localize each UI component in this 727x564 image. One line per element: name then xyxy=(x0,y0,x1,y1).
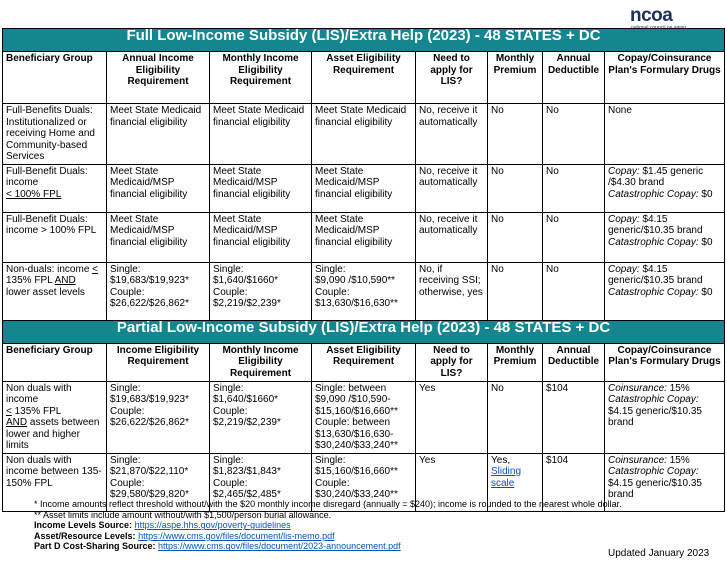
line: $19,683/$19,923* xyxy=(110,275,189,286)
line: Single: xyxy=(213,382,244,394)
line: $26,622/$26,862* xyxy=(110,298,189,309)
catastrophic-value: $0 xyxy=(698,286,713,298)
line: $2,219/$2,239* xyxy=(213,298,281,309)
header-monthly-income: Monthly Income Eligibility Requirement xyxy=(210,343,312,381)
header-monthly-income: Monthly Income Eligibility Requirement xyxy=(210,52,312,104)
line: $21,870/$22,110* xyxy=(110,466,189,477)
line: $19,683/$19,923* xyxy=(110,394,189,405)
catastrophic-label: Catastrophic Copay: xyxy=(608,286,699,298)
full-header-row xyxy=(3,52,725,104)
line: $26,622/$26,862* xyxy=(110,417,189,428)
catastrophic-value: $4.15 generic/$10.35 brand xyxy=(608,477,702,500)
monthly-premium: No xyxy=(488,104,543,165)
income-source-label: Income Levels Source: xyxy=(34,520,133,531)
group-assets: lower asset levels xyxy=(6,286,85,298)
line: $15,160/$16,660** xyxy=(315,466,398,477)
lis-table xyxy=(2,28,725,512)
updated-date: Updated January 2023 xyxy=(608,548,710,559)
need-to-apply: No, receive it automatically xyxy=(416,212,488,262)
line: $15,160/$16,660** xyxy=(315,405,398,417)
line: Single: xyxy=(213,263,244,275)
line: Single: between xyxy=(315,382,387,394)
annual-deductible: $104 xyxy=(543,381,605,453)
group-threshold: 135% FPL xyxy=(6,275,53,286)
copay-value: $4.15 generic/$10.35 brand xyxy=(608,213,703,236)
group-text: Full-Benefit Duals: income xyxy=(6,165,88,188)
asset-source xyxy=(34,531,622,542)
annual-income: Meet State Medicaid financial eligibility xyxy=(107,104,210,165)
catastrophic-label: Catastrophic Copay: xyxy=(608,394,699,405)
header-annual-deductible: Annual Deductible xyxy=(543,52,605,104)
annual-income xyxy=(107,381,210,453)
catastrophic-label: Catastrophic Copay: xyxy=(608,236,699,248)
need-to-apply: No, receive it automatically xyxy=(416,164,488,212)
group-lte: < xyxy=(6,405,12,417)
catastrophic-value: $4.15 generic/$10.35 brand xyxy=(608,405,702,428)
header-beneficiary-group: Beneficiary Group xyxy=(3,52,107,104)
header-asset: Asset Eligibility Requirement xyxy=(312,52,416,104)
header-asset: Asset Eligibility Requirement xyxy=(312,343,416,381)
need-to-apply: Yes xyxy=(416,381,488,453)
line: Couple: xyxy=(315,286,350,298)
asset-source-label: Asset/Resource Levels: xyxy=(34,530,136,541)
catastrophic-value: $0 xyxy=(698,236,713,248)
monthly-premium: No xyxy=(488,381,543,453)
need-to-apply: No, if receiving SSI; otherwise, yes xyxy=(416,262,488,320)
group-text: Non-duals: income xyxy=(6,263,90,275)
beneficiary-group xyxy=(3,164,107,212)
monthly-income xyxy=(210,262,312,320)
full-lis-title: Full Low-Income Subsidy (LIS)/Extra Help (2023) - 48 STATES + DC xyxy=(3,29,725,52)
monthly-premium: No xyxy=(488,164,543,212)
line: Single: xyxy=(110,263,141,275)
line: $13,630/$16,630- xyxy=(315,428,394,440)
copay xyxy=(605,262,725,320)
header-copay: Copay/Coinsurance Plan's Formulary Drugs xyxy=(605,343,725,381)
line: Couple: between xyxy=(315,417,391,428)
copay-value: $1.45 generic /$4.30 brand xyxy=(608,165,704,188)
annual-deductible: $104 xyxy=(543,453,605,511)
group-threshold: 135% FPL xyxy=(14,405,62,417)
group-lte: < xyxy=(92,263,98,275)
line: $1,640/$1660* xyxy=(213,394,279,405)
monthly-premium: No xyxy=(488,212,543,262)
copay: None xyxy=(605,104,725,165)
copay xyxy=(605,212,725,262)
monthly-income: Meet State Medicaid/MSP financial eligibility xyxy=(210,164,312,212)
header-need-to-apply: Need to apply for LIS? xyxy=(416,52,488,104)
line: $1,640/$1660* xyxy=(213,275,279,286)
header-copay: Copay/Coinsurance Plan's Formulary Drugs xyxy=(605,52,725,104)
coinsurance-label: Coinsurance: xyxy=(608,382,667,394)
group-assets: assets between lower and higher limits xyxy=(6,417,100,451)
monthly-income: Meet State Medicaid financial eligibility xyxy=(210,104,312,165)
annual-deductible: No xyxy=(543,212,605,262)
line: Single: xyxy=(110,382,141,394)
partd-source-link[interactable]: https://www.cms.gov/files/document/2023-announcement.pdf xyxy=(158,541,401,552)
header-monthly-premium: Monthly Premium xyxy=(488,343,543,381)
footnotes xyxy=(34,499,622,552)
annual-income xyxy=(107,262,210,320)
table-row xyxy=(3,164,725,212)
partd-source-label: Part D Cost-Sharing Source: xyxy=(34,541,156,552)
copay xyxy=(605,164,725,212)
sliding-scale-link[interactable]: Sliding scale xyxy=(491,466,522,489)
group-text: Non duals with income xyxy=(6,382,72,405)
line: Couple: xyxy=(213,477,248,489)
beneficiary-group xyxy=(3,381,107,453)
line: Single: xyxy=(315,263,346,275)
logo-wordmark: ncoa xyxy=(630,5,673,26)
need-to-apply: Yes xyxy=(416,453,488,511)
asset-requirement xyxy=(312,262,416,320)
annual-deductible: No xyxy=(543,164,605,212)
table-row xyxy=(3,212,725,262)
beneficiary-group xyxy=(3,262,107,320)
income-source-link[interactable]: https://aspe.hhs.gov/poverty-guidelines xyxy=(134,520,291,531)
copay-label: Copay: xyxy=(608,213,640,225)
copay-label: Copay: xyxy=(608,165,640,177)
table-row xyxy=(3,104,725,165)
line: Couple: xyxy=(213,286,248,298)
line: Couple: xyxy=(213,405,248,417)
header-need-to-apply: Need to apply for LIS? xyxy=(416,343,488,381)
catastrophic-label: Catastrophic Copay: xyxy=(608,188,699,200)
line: $9,090 /$10,590- xyxy=(315,394,391,405)
line: Couple: xyxy=(110,477,145,489)
copay-value: $4.15 generic/$10.35 brand xyxy=(608,263,703,286)
annual-deductible: No xyxy=(543,104,605,165)
beneficiary-group: Full-Benefits Duals: Institutionalized or receiving Home and Community-based Services xyxy=(3,104,107,165)
header-monthly-premium: Monthly Premium xyxy=(488,52,543,104)
line: $29,580/$29,820* xyxy=(110,489,189,500)
full-lis-banner xyxy=(3,29,725,52)
asset-requirement: Meet State Medicaid/MSP financial eligibility xyxy=(312,164,416,212)
line: $30,240/$33,240** xyxy=(315,440,398,451)
income-footnote: * Income amounts reflect threshold without/with the $20 monthly income disregard (annually = $240); income is rounded to the nearest whole dollar. xyxy=(34,499,622,509)
line: $9,090 /$10,590** xyxy=(315,275,396,286)
monthly-premium: No xyxy=(488,262,543,320)
income-source xyxy=(34,520,622,531)
header-annual-income: Annual Income Eligibility Requirement xyxy=(107,52,210,104)
asset-footnote: ** Asset limits include amount without/with $1,500/person burial allowance. xyxy=(34,509,332,520)
line: Couple: xyxy=(110,286,145,298)
asset-requirement: Meet State Medicaid financial eligibility xyxy=(312,104,416,165)
coinsurance-label: Coinsurance: xyxy=(608,454,667,466)
header-annual-deductible: Annual Deductible xyxy=(543,343,605,381)
asset-requirement: Meet State Medicaid/MSP financial eligibility xyxy=(312,212,416,262)
beneficiary-group: Non duals with income between 135-150% FPL xyxy=(3,453,107,511)
line: Single: xyxy=(110,454,141,466)
need-to-apply: No, receive it automatically xyxy=(416,104,488,165)
coinsurance-value: 15% xyxy=(666,382,690,394)
header-income: Income Eligibility Requirement xyxy=(107,343,210,381)
asset-requirement xyxy=(312,381,416,453)
header-beneficiary-group: Beneficiary Group xyxy=(3,343,107,381)
annual-deductible: No xyxy=(543,262,605,320)
line: $2,465/$2,485* xyxy=(213,489,281,500)
copay xyxy=(605,381,725,453)
beneficiary-group: Full-Benefit Duals: income > 100% FPL xyxy=(3,212,107,262)
line: Single: xyxy=(315,454,346,466)
table-row xyxy=(3,262,725,320)
line: $2,219/$2,239* xyxy=(213,417,281,428)
asset-source-link[interactable]: https://www.cms.gov/files/document/lis-memo.pdf xyxy=(138,530,335,541)
catastrophic-value: $0 xyxy=(698,188,713,200)
group-threshold: < 100% FPL xyxy=(6,188,62,200)
line: Single: xyxy=(213,454,244,466)
line: Couple: xyxy=(315,477,350,489)
line: $30,240/$33,240** xyxy=(315,489,398,500)
annual-income: Meet State Medicaid/MSP financial eligibility xyxy=(107,212,210,262)
copay xyxy=(605,453,725,511)
line: $13,630/$16,630** xyxy=(315,298,398,309)
catastrophic-label: Catastrophic Copay: xyxy=(608,466,699,477)
partd-source xyxy=(34,541,622,552)
line: Couple: xyxy=(110,405,145,417)
partial-header-row xyxy=(3,343,725,381)
group-and: AND xyxy=(6,417,28,428)
copay-label: Copay: xyxy=(608,263,640,275)
line: $1,823/$1,843* xyxy=(213,466,281,477)
monthly-income: Meet State Medicaid/MSP financial eligibility xyxy=(210,212,312,262)
annual-income: Meet State Medicaid/MSP financial eligibility xyxy=(107,164,210,212)
partial-lis-title: Partial Low-Income Subsidy (LIS)/Extra Help (2023) - 48 STATES + DC xyxy=(3,320,725,343)
monthly-income xyxy=(210,381,312,453)
partial-lis-banner xyxy=(3,320,725,343)
table-row xyxy=(3,381,725,453)
group-and: AND xyxy=(54,275,76,286)
premium-yes: Yes, xyxy=(491,454,511,466)
coinsurance-value: 15% xyxy=(666,454,690,466)
